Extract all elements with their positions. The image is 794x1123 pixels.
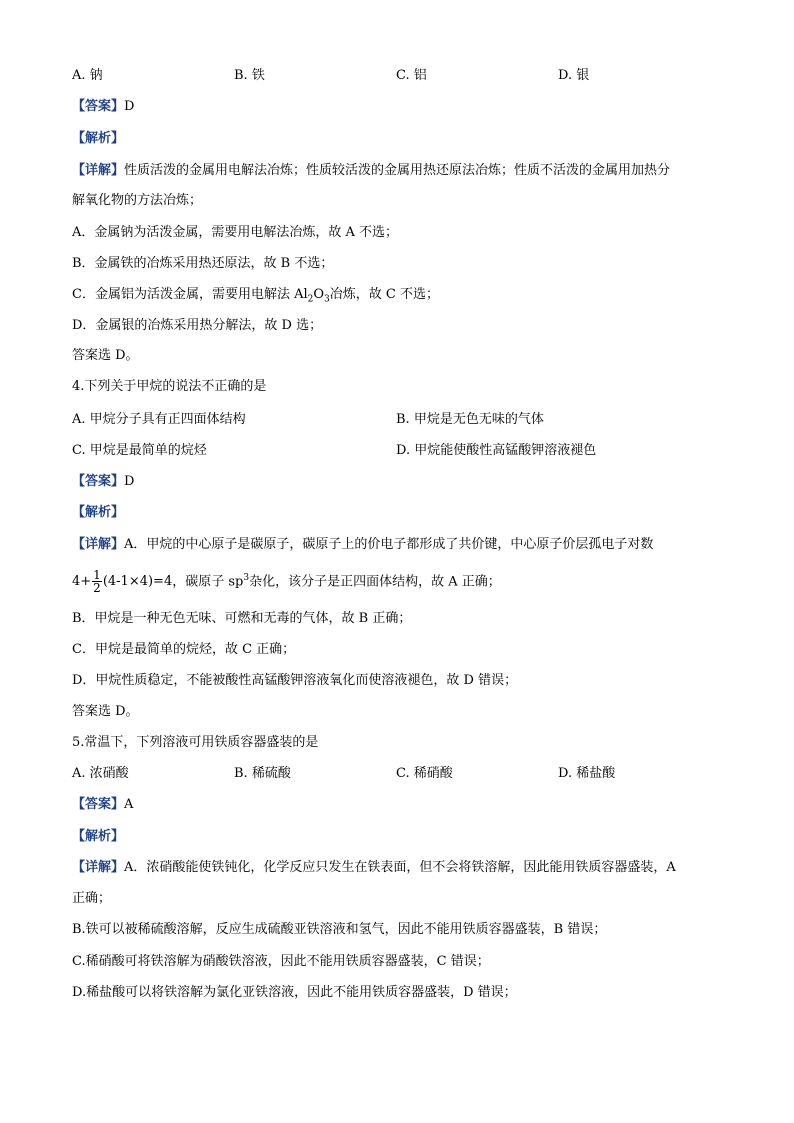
analysis-tag: 【解析】: [72, 131, 125, 146]
q4-option-c: C. 甲烷是最简单的烷烃: [72, 443, 207, 458]
q3-option-a: A. 钠: [72, 68, 103, 83]
answer-tag: 【答案】: [72, 99, 125, 114]
q4-option-b: B. 甲烷是无色无味的气体: [396, 412, 544, 427]
answer-tag: 【答案】: [72, 797, 125, 812]
answer-tag: 【答案】: [72, 474, 125, 489]
q3-option-d: D. 银: [558, 68, 590, 83]
q3-line-c: C．金属铝为活泼金属，需要用电解法 $Al_2O_3$冶炼，故 C 不选；: [72, 287, 439, 305]
q3-option-c: C. 铝: [396, 68, 427, 83]
analysis-tag: 【解析】: [72, 505, 125, 520]
q4-line-d: D．甲烷性质稳定，不能被酸性高锰酸钾溶液氧化而使溶液褪色，故 D 错误；: [72, 673, 518, 688]
q3-answer: 【答案】D: [72, 99, 135, 114]
q5-option-d: D. 稀盐酸: [558, 766, 616, 781]
q3-line-b: B．金属铁的冶炼采用热还原法，故 B 不选；: [72, 256, 334, 271]
detail-tag: 【详解】: [72, 860, 125, 875]
detail-tag: 【详解】: [72, 163, 125, 178]
q4-option-a: A. 甲烷分子具有正四面体结构: [72, 412, 246, 427]
q5-stem: 5.常温下，下列溶液可用铁质容器盛装的是: [72, 735, 319, 750]
q3-option-b: B. 铁: [234, 68, 265, 83]
q5-detail-line2: 正确；: [72, 891, 112, 906]
q3-analysis: [72, 130, 124, 148]
formula: 4+ $\frac{1}{2}$ (4-1×4)=4: [72, 568, 173, 596]
q5-option-b: B. 稀硫酸: [234, 766, 291, 781]
detail-tag: 【详解】: [72, 537, 125, 552]
analysis-tag: 【解析】: [72, 829, 125, 844]
q4-conclusion: 答案选 D。: [72, 704, 139, 719]
q3-detail-line2: 解氧化物的方法冶炼；: [72, 193, 203, 208]
q4-stem: 4.下列关于甲烷的说法不正确的是: [72, 379, 267, 394]
q5-line-c: C.稀硝酸可将铁溶解为硝酸铁溶液，因此不能用铁质容器盛装，C 错误；: [72, 954, 490, 969]
q5-analysis: [72, 828, 124, 846]
fraction: $\frac{1}{2}$: [93, 568, 101, 596]
q5-option-c: C. 稀硝酸: [396, 766, 453, 781]
q4-line-b: B．甲烷是一种无色无味、可燃和无毒的气体，故 B 正确；: [72, 611, 412, 626]
q5-line-d: D.稀盐酸可以将铁溶解为氯化亚铁溶液，因此不能用铁质容器盛装，D 错误；: [72, 985, 517, 1000]
q4-line-c: C．甲烷是最简单的烷烃，故 C 正确；: [72, 642, 296, 657]
q5-answer: 【答案】A: [72, 797, 134, 812]
q3-line-a: A．金属钠为活泼金属，需要用电解法冶炼，故 A 不选；: [72, 225, 399, 240]
q4-option-d: D. 甲烷能使酸性高锰酸钾溶液褪色: [396, 443, 597, 458]
q4-analysis: [72, 504, 124, 522]
q5-line-b: B.铁可以被稀硫酸溶解，反应生成硫酸亚铁溶液和氢气，因此不能用铁质容器盛装，B 错误；: [72, 922, 607, 937]
q3-line-d: D．金属银的冶炼采用热分解法，故 D 选；: [72, 318, 323, 333]
q4-answer: 【答案】D: [72, 474, 135, 489]
q3-detail-line1: 【详解】性质活泼的金属用电解法冶炼；性质较活泼的金属用热还原法冶炼；性质不活泼的金属用加热分: [72, 163, 671, 178]
q4-detail-line2: 4+ $\frac{1}{2}$ (4-1×4)=4，碳原子 $sp^3$杂化，该分子是正四面体结构，故 A 正确；: [72, 568, 501, 596]
q4-detail-line1: 【详解】A．甲烷的中心原子是碳原子，碳原子上的价电子都形成了共价键，中心原子价层孤电子对数: [72, 537, 654, 552]
q3-conclusion: 答案选 D。: [72, 348, 139, 363]
q5-detail-line1: 【详解】A．浓硝酸能使铁钝化，化学反应只发生在铁表面，但不会将铁溶解，因此能用铁质容器盛装，A: [72, 860, 676, 875]
q5-option-a: A. 浓硝酸: [72, 766, 129, 781]
